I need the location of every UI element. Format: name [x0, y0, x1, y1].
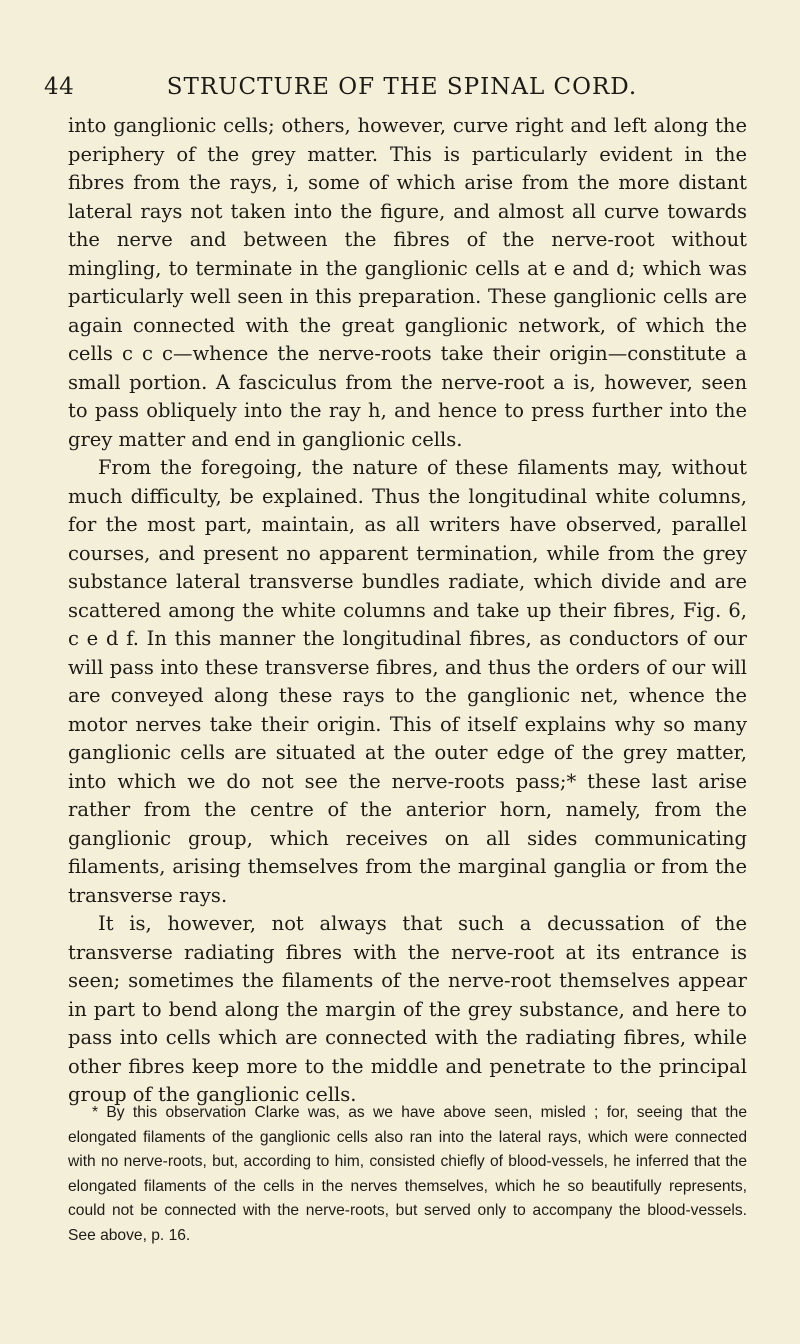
paragraph-continued: into ganglionic cells; others, however, curve right and left along the periphery of the grey matter. This is particularly evident in the fibres from the rays, i, some of which arise from the more distant lateral rays not taken into the figure, and almost all curve towards the nerve and between the fibres of the nerve-root without mingling, to terminate in the ganglionic cells at e and d; which was particularly well seen in this preparation. These ganglionic cells are again connected with the great ganglionic network, of which the cells c c c—whence the nerve-roots take their origin—constitute a small portion. A fasciculus from the nerve-root a is, however, seen to pass obliquely into the ray h, and hence to press further into the grey matter and end in ganglionic cells.: [68, 114, 747, 451]
paragraph-decussation: It is, however, not always that such a decussation of the transverse radiating fibres with the nerve-root at its entrance is seen; sometimes the filaments of the nerve-root themselves appear in part to bend along the margin of the grey substance, and here to pass into cells which are connected with the radiating fibres, while other fibres keep more to the middle and penetrate to the principal group of the ganglionic cells.: [68, 912, 747, 1106]
footnote-text: * By this observation Clarke was, as we have above seen, misled ; for, seeing that the elongated filaments of the ganglionic cells also ran into the lateral rays, which were connected with no nerve-roots, but, according to him, consisted chiefly of blood-vessels, he inferred that the elongated filaments of the cells in the nerves themselves, which he so beautifully represents, could not be connected with the nerve-roots, but served only to accompany the blood-vessels. See above, p. 16.: [68, 1104, 747, 1244]
running-title: STRUCTURE OF THE SPINAL CORD.: [166, 74, 638, 100]
page-number: 44: [44, 74, 75, 100]
body-text: [68, 112, 747, 1110]
paragraph-foregoing: From the foregoing, the nature of these filaments may, without much difficulty, be explained. Thus the longitudinal white columns, for the most part, maintain, as all writers have observed, parallel courses, and present no apparent termination, while from the grey substance lateral transverse bundles radiate, which divide and are scattered among the white columns and take up their fibres, Fig. 6, c e d f. In this manner the longitudinal fibres, as conductors of our will pass into these transverse fibres, and thus the orders of our will are conveyed along these rays to the ganglionic net, whence the motor nerves take their origin. This of itself explains why so many ganglionic cells are situated at the outer edge of the grey matter, into which we do not see the nerve-roots pass;* these last arise rather from the centre of the anterior horn, namely, from the ganglionic group, which receives on all sides communicating filaments, arising themselves from the marginal ganglia or from the transverse rays.: [68, 456, 747, 907]
footnote: [68, 1101, 747, 1249]
running-header: [44, 74, 760, 106]
